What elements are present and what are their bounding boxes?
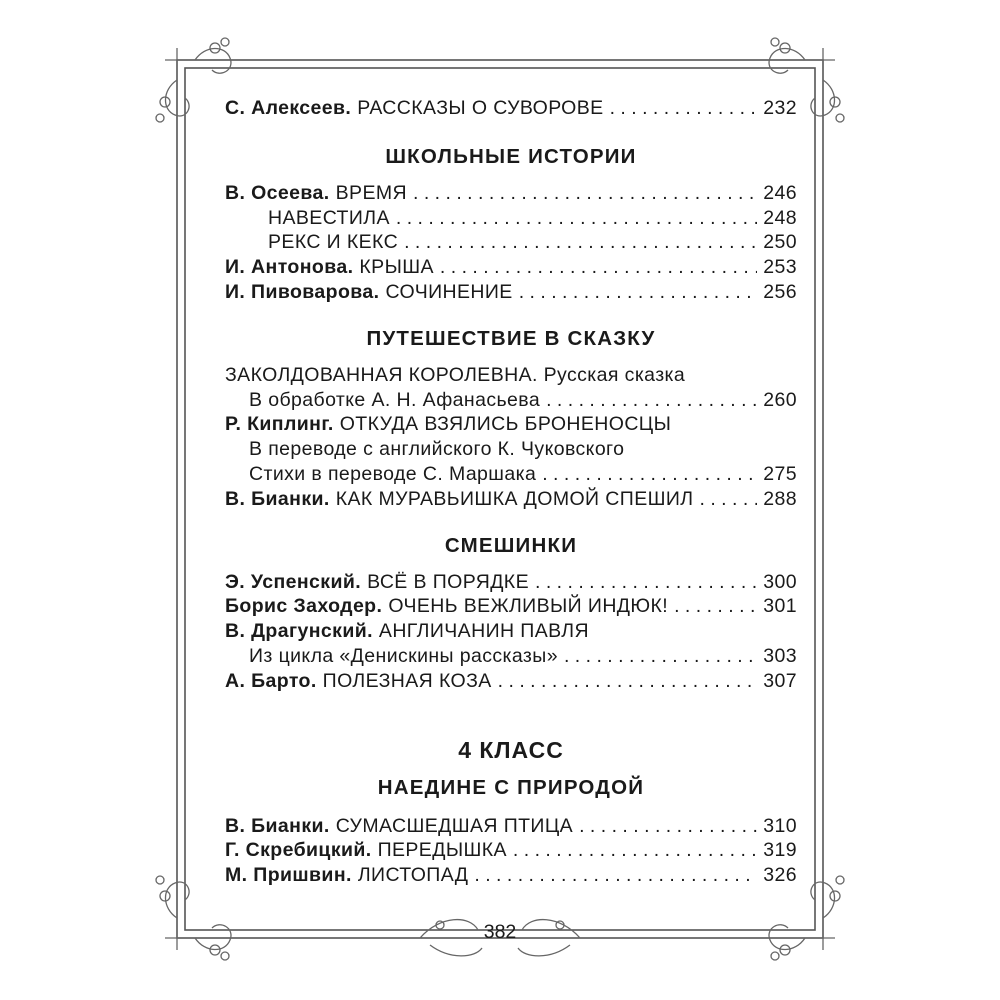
entry-page-number: 256	[763, 280, 797, 303]
dot-leader	[498, 669, 758, 694]
toc-entry	[225, 814, 797, 839]
toc-entry	[225, 437, 797, 462]
entry-page-number: 301	[763, 595, 797, 618]
toc-entry	[225, 669, 797, 694]
toc-entry	[225, 462, 797, 487]
section-heading: ШКОЛЬНЫЕ ИСТОРИИ	[385, 144, 637, 168]
section-heading: НАЕДИНЕ С ПРИРОДОЙ	[377, 775, 645, 799]
toc-entry	[225, 206, 797, 231]
entry-author: А. Барто.	[225, 669, 317, 692]
dot-leader	[396, 206, 757, 231]
entry-author: И. Пивоварова.	[225, 280, 380, 303]
entry-title: РЕКС И КЕКС	[268, 231, 399, 254]
page-number: 382	[483, 921, 517, 943]
entry-author: В. Бианки.	[225, 487, 330, 510]
entry-title: В обработке А. Н. Афанасьева	[249, 388, 541, 411]
entry-page-number: 246	[763, 181, 797, 204]
section-heading: ПУТЕШЕСТВИЕ В СКАЗКУ	[366, 326, 656, 350]
entry-title: ВСЁ В ПОРЯДКЕ	[367, 570, 529, 593]
toc-entry	[225, 412, 797, 437]
toc-entry	[225, 230, 797, 255]
toc-entry	[225, 619, 797, 644]
entry-title: ПОЛЕЗНАЯ КОЗА	[322, 669, 492, 692]
entry-page-number: 248	[763, 206, 797, 229]
entry-page-number: 300	[763, 570, 797, 593]
toc-entry	[225, 838, 797, 863]
toc-entry	[225, 280, 797, 305]
entry-page-number: 275	[763, 462, 797, 485]
entry-title: АНГЛИЧАНИН ПАВЛЯ	[378, 620, 589, 643]
entry-title: СОЧИНЕНИЕ	[385, 280, 513, 303]
entry-author: Р. Киплинг.	[225, 413, 334, 436]
dot-leader	[535, 570, 757, 595]
entry-title: В переводе с английского К. Чуковского	[249, 438, 625, 461]
entry-page-number: 319	[763, 839, 797, 862]
toc-entry	[225, 644, 797, 669]
entry-page-number: 326	[763, 864, 797, 887]
entry-title: ОТКУДА ВЗЯЛИСЬ БРОНЕНОСЦЫ	[339, 413, 672, 436]
entry-author: Э. Успенский.	[225, 570, 362, 593]
entry-page-number: 250	[763, 231, 797, 254]
entry-author: И. Антонова.	[225, 256, 354, 279]
toc-entry	[225, 255, 797, 280]
toc-entry	[225, 570, 797, 595]
entry-title: ОЧЕНЬ ВЕЖЛИВЫЙ ИНДЮК!	[388, 595, 669, 618]
toc-entry	[225, 863, 797, 888]
entry-author: В. Бианки.	[225, 814, 330, 837]
entry-page-number: 288	[763, 487, 797, 510]
entry-page-number: 307	[763, 669, 797, 692]
dot-leader	[699, 487, 757, 512]
dot-leader	[564, 644, 757, 669]
entry-title: ЛИСТОПАД	[357, 864, 469, 887]
entry-page-number: 232	[763, 97, 797, 119]
dot-leader	[579, 814, 757, 839]
entry-author: Г. Скребицкий.	[225, 839, 372, 862]
entry-title: Стихи в переводе С. Маршака	[249, 462, 537, 485]
toc-entry	[225, 181, 797, 206]
entry-page-number: 303	[763, 644, 797, 667]
toc-entry	[225, 487, 797, 512]
entry-author: М. Пришвин.	[225, 864, 352, 887]
dot-leader	[546, 388, 757, 413]
toc-entry	[225, 363, 797, 388]
toc-entry	[225, 388, 797, 413]
entry-title: КАК МУРАВЬИШКА ДОМОЙ СПЕШИЛ	[335, 487, 694, 510]
entry-page-number: 253	[763, 256, 797, 279]
dot-leader	[513, 838, 757, 863]
entry-title: Из цикла «Денискины рассказы»	[249, 644, 558, 667]
entry-title: ПЕРЕДЫШКА	[377, 839, 507, 862]
dot-leader	[519, 280, 758, 305]
entry-title: НАВЕСТИЛА	[268, 206, 390, 229]
toc-entry	[225, 594, 797, 619]
dot-leader	[542, 462, 757, 487]
dot-leader	[404, 230, 757, 255]
dot-leader	[413, 181, 757, 206]
entry-author: В. Осеева.	[225, 181, 330, 204]
entry-title: ЗАКОЛДОВАННАЯ КОРОЛЕВНА. Русская сказка	[225, 363, 686, 386]
table-of-contents	[225, 96, 797, 888]
entry-author: Борис Заходер.	[225, 595, 383, 618]
entry-author: В. Драгунский.	[225, 620, 373, 643]
entry-page-number: 310	[763, 814, 797, 837]
dot-leader	[674, 594, 757, 619]
toc-entry	[225, 96, 797, 121]
entry-title: СУМАСШЕДШАЯ ПТИЦА	[335, 814, 574, 837]
section-heading: СМЕШИНКИ	[444, 533, 578, 557]
entry-title: ВРЕМЯ	[335, 181, 407, 204]
entry-title: РАССКАЗЫ О СУВОРОВЕ	[357, 97, 604, 119]
dot-leader	[474, 863, 757, 888]
entry-page-number: 260	[763, 388, 797, 411]
entry-title: КРЫША	[359, 256, 434, 279]
dot-leader	[440, 255, 757, 280]
section-heading: 4 КЛАСС	[458, 736, 564, 763]
dot-leader	[610, 96, 758, 121]
entry-author: С. Алексеев.	[225, 97, 352, 119]
